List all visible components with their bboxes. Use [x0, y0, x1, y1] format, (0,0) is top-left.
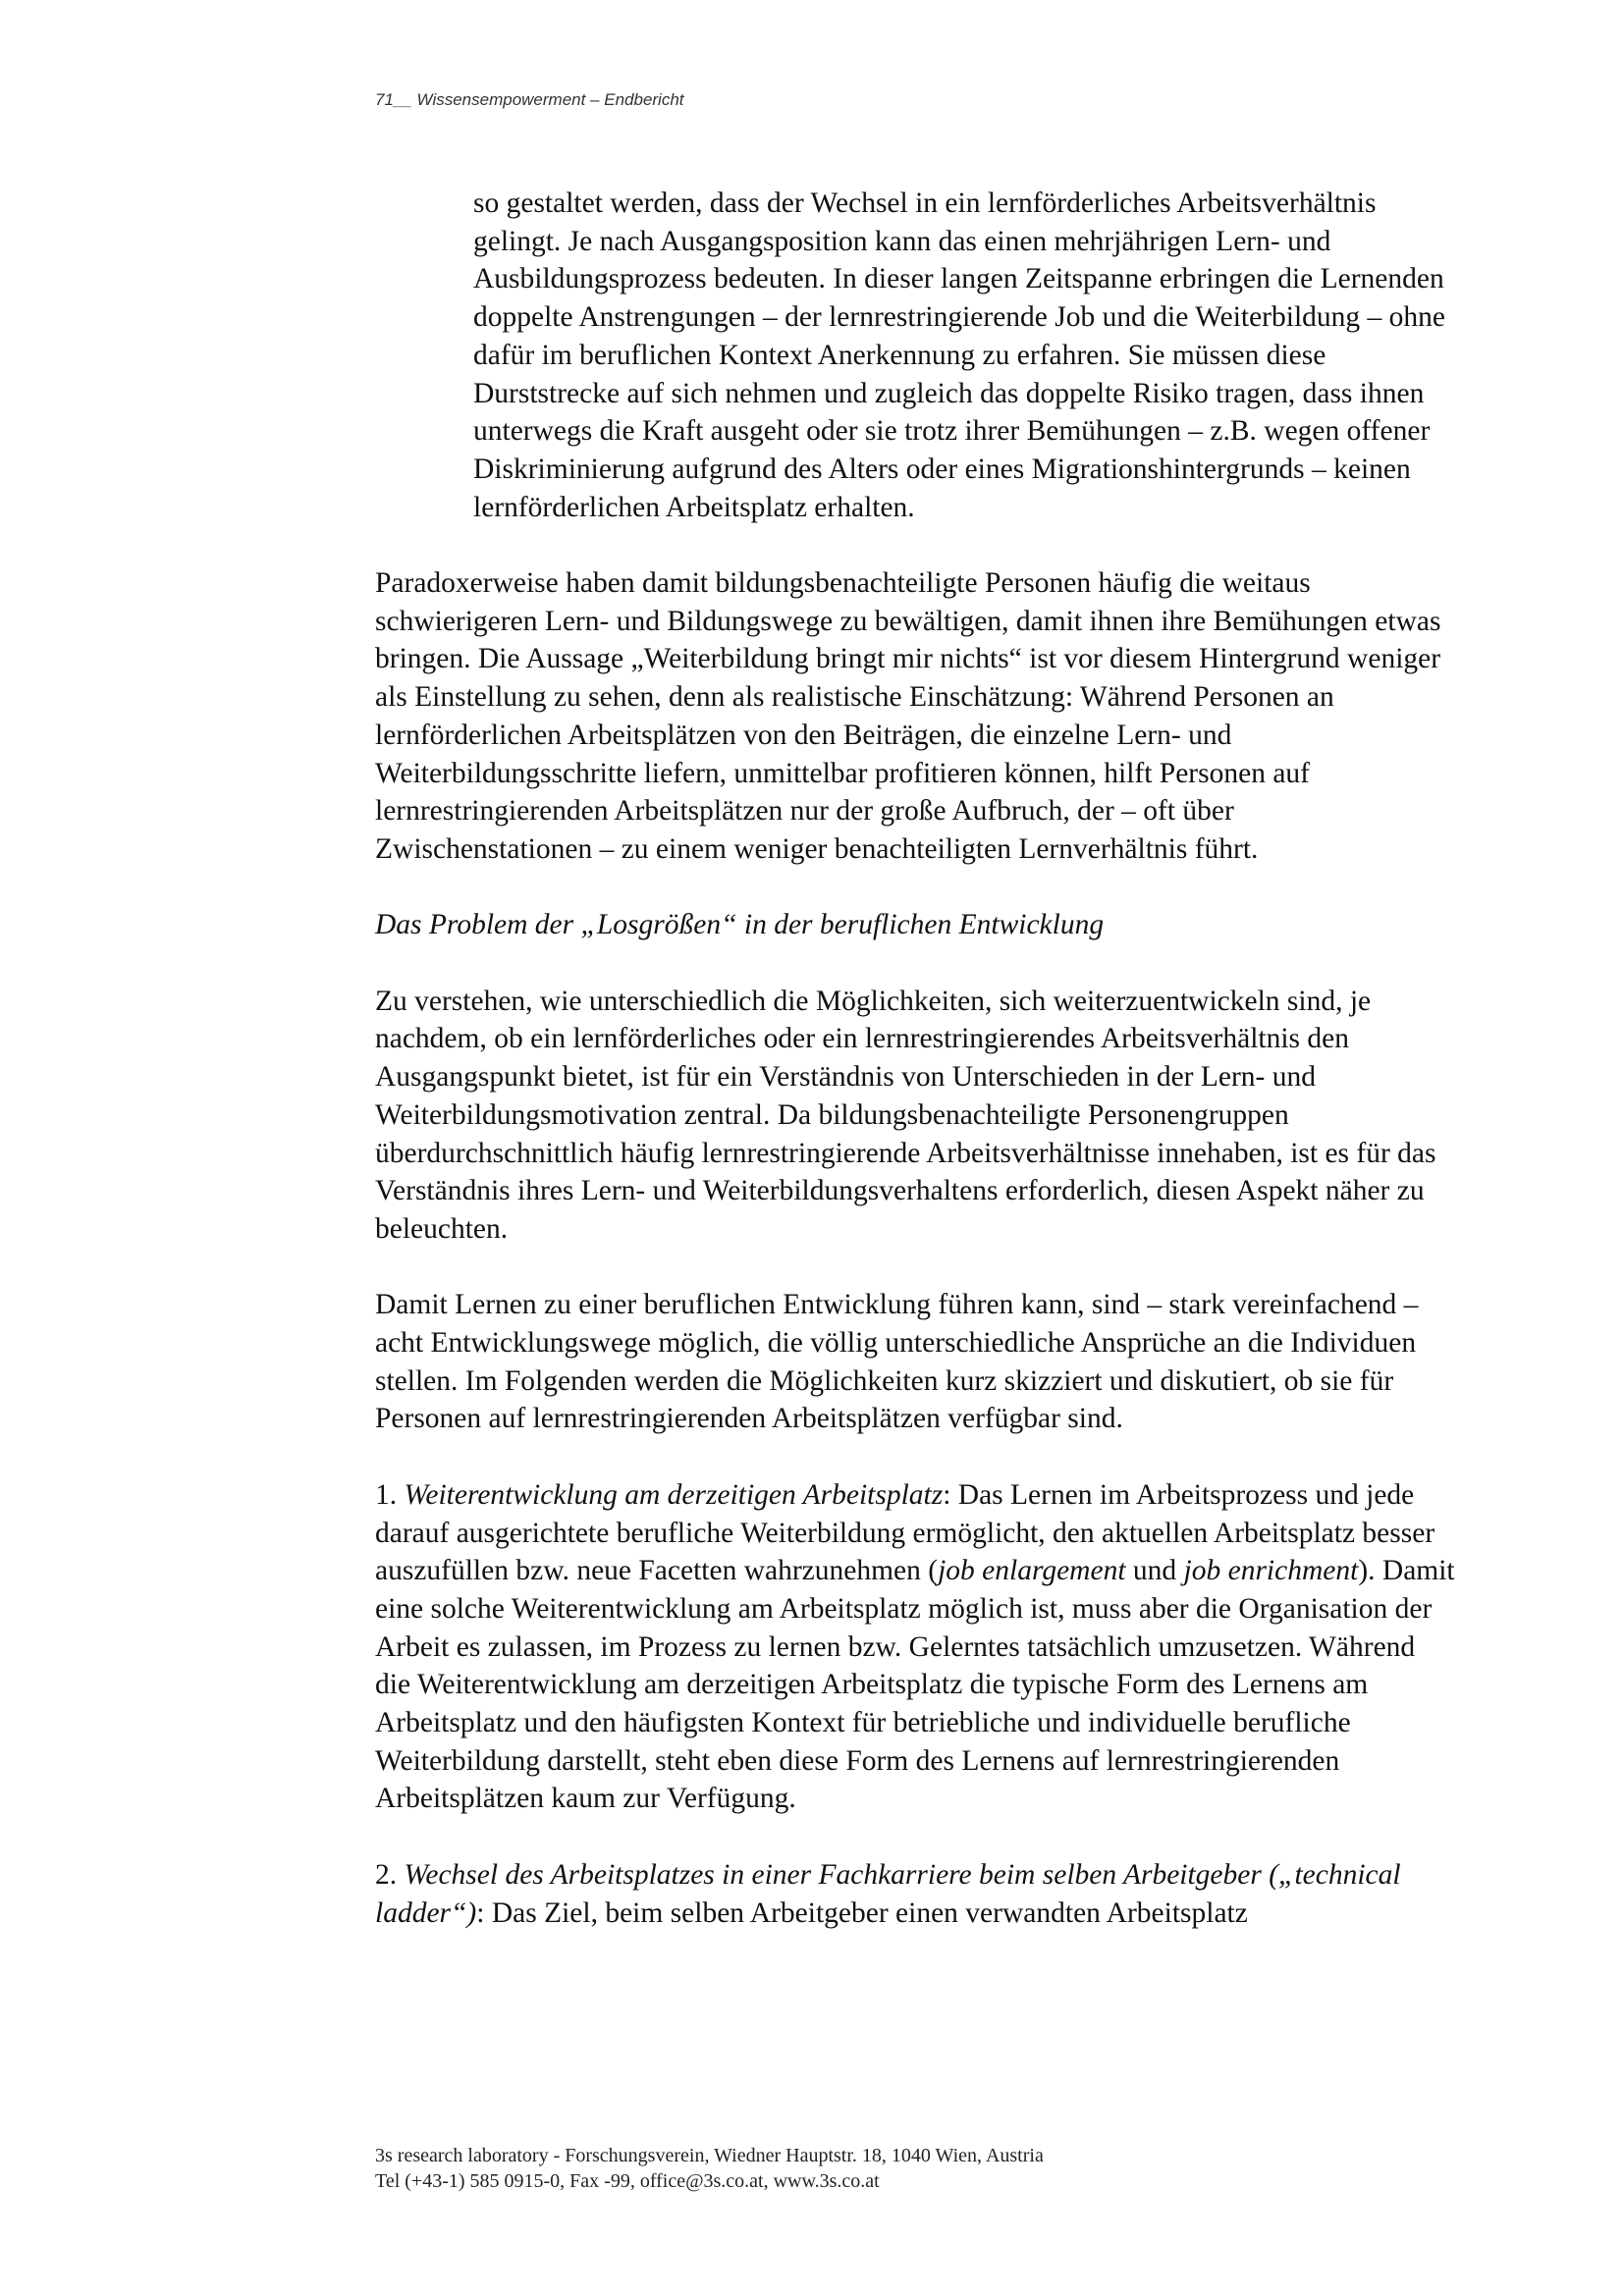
list-item-2: [375, 1856, 1455, 1932]
list-item-2-title: Wechsel des Arbeitsplatzes in einer Fachkarriere beim selben Arbeitgeber („technical ladder“): [375, 1858, 1401, 1929]
list-item-1-text-c: ). Damit eine solche Weiterentwicklung am Arbeitsplatz möglich ist, muss aber die Organisation der Arbeit es zulassen, im Prozess zu lernen bzw. Gelerntes tatsächlich umzusetzen. Während die Weiterentwicklung am derzeitigen Arbeitsplatz die typische Form des Lernens am Arbeitsplatz und den häufigsten Kontext für betriebliche und individuelle berufliche Weiterbildung darstellt, steht eben diese Form des Lernens auf lernrestringierenden Arbeitsplätzen kaum zur Verfügung.: [375, 1555, 1455, 1815]
list-item-1-text-b: und: [1125, 1555, 1184, 1587]
term-job-enlargement: job enlargement: [938, 1555, 1126, 1587]
list-item-1-text-a: : Das Lernen im Arbeitsprozess und jede darauf ausgerichtete berufliche Weiterbildung ermöglicht, den aktuellen Arbeitsplatz besser auszufüllen bzw. neue Facetten wahrzunehmen (: [375, 1478, 1435, 1587]
footer-address: 3s research laboratory - Forschungsverein, Wiedner Hauptstr. 18, 1040 Wien, Austria: [375, 2145, 1044, 2166]
document-body: [375, 185, 1455, 1970]
paragraph-understanding: Zu verstehen, wie unterschiedlich die Möglichkeiten, sich weiterzuentwickeln sind, je nachdem, ob ein lernförderliches oder ein lernrestringierendes Arbeitsverhältnis den Ausgangspunkt bietet, ist für ein Verständnis von Unterschieden in der Lern- und Weiterbildungsmotivation zentral. Da bildungsbenachteiligte Personengruppen überdurchschnittlich häufig lernrestringierende Arbeitsverhältnisse innehaben, ist es für das Verständnis ihres Lern- und Weiterbildungsverhaltens erforderlich, diesen Aspekt näher zu beleuchten.: [375, 985, 1436, 1245]
list-item-1-number: 1.: [375, 1478, 405, 1511]
list-item-2-number: 2.: [375, 1858, 405, 1891]
footer-contact: Tel (+43-1) 585 0915-0, Fax -99, office@3s.co.at, www.3s.co.at: [375, 2170, 880, 2192]
page-footer: [375, 2143, 1044, 2194]
list-item-1: [375, 1476, 1455, 1818]
running-head: 71__ Wissensempowerment – Endbericht: [375, 90, 684, 109]
section-heading: Das Problem der „Losgrößen“ in der beruflichen Entwicklung: [375, 909, 1105, 941]
term-job-enrichment: job enrichment: [1183, 1555, 1359, 1587]
paragraph-development-paths: Damit Lernen zu einer beruflichen Entwicklung führen kann, sind – stark vereinfachend – acht Entwicklungswege möglich, die völlig unterschiedliche Ansprüche an die Individuen stellen. Im Folgenden werden die Möglichkeiten kurz skizziert und diskutiert, ob sie für Personen auf lernrestringierenden Arbeitsplätzen verfügbar sind.: [375, 1289, 1419, 1435]
list-item-2-text: : Das Ziel, beim selben Arbeitgeber einen verwandten Arbeitsplatz: [476, 1896, 1248, 1929]
paragraph-paradox: Paradoxerweise haben damit bildungsbenachteiligte Personen häufig die weitaus schwierigeren Lern- und Bildungswege zu bewältigen, damit ihnen ihre Bemühungen etwas bringen. Die Aussage „Weiterbildung bringt mir nichts“ ist vor diesem Hintergrund weniger als Einstellung zu sehen, denn als realistische Einschätzung: Während Personen an lernförderlichen Arbeitsplätzen von den Beiträgen, die einzelne Lern- und Weiterbildungsschritte liefern, unmittelbar profitieren können, hilft Personen auf lernrestringierenden Arbeitsplätzen nur der große Aufbruch, der – oft über Zwischenstationen – zu einem weniger benachteiligten Lernverhältnis führt.: [375, 567, 1441, 865]
list-item-1-title: Weiterentwicklung am derzeitigen Arbeitsplatz: [404, 1478, 944, 1511]
indented-continuation-paragraph: so gestaltet werden, dass der Wechsel in ein lernförderliches Arbeitsverhältnis gelingt. Je nach Ausgangsposition kann das einen mehrjährigen Lern- und Ausbildungsprozess bedeuten. In dieser langen Zeitspanne erbringen die Lernenden doppelte Anstrengungen – der lernrestringierende Job und die Weiterbildung – ohne dafür im beruflichen Kontext Anerkennung zu erfahren. Sie müssen diese Durststrecke auf sich nehmen und zugleich das doppelte Risiko tragen, dass ihnen unterwegs die Kraft ausgeht oder sie trotz ihrer Bemühungen – z.B. wegen offener Diskriminierung aufgrund des Alters oder eines Migrationshintergrunds – keinen lernförderlichen Arbeitsplatz erhalten.: [473, 187, 1445, 523]
